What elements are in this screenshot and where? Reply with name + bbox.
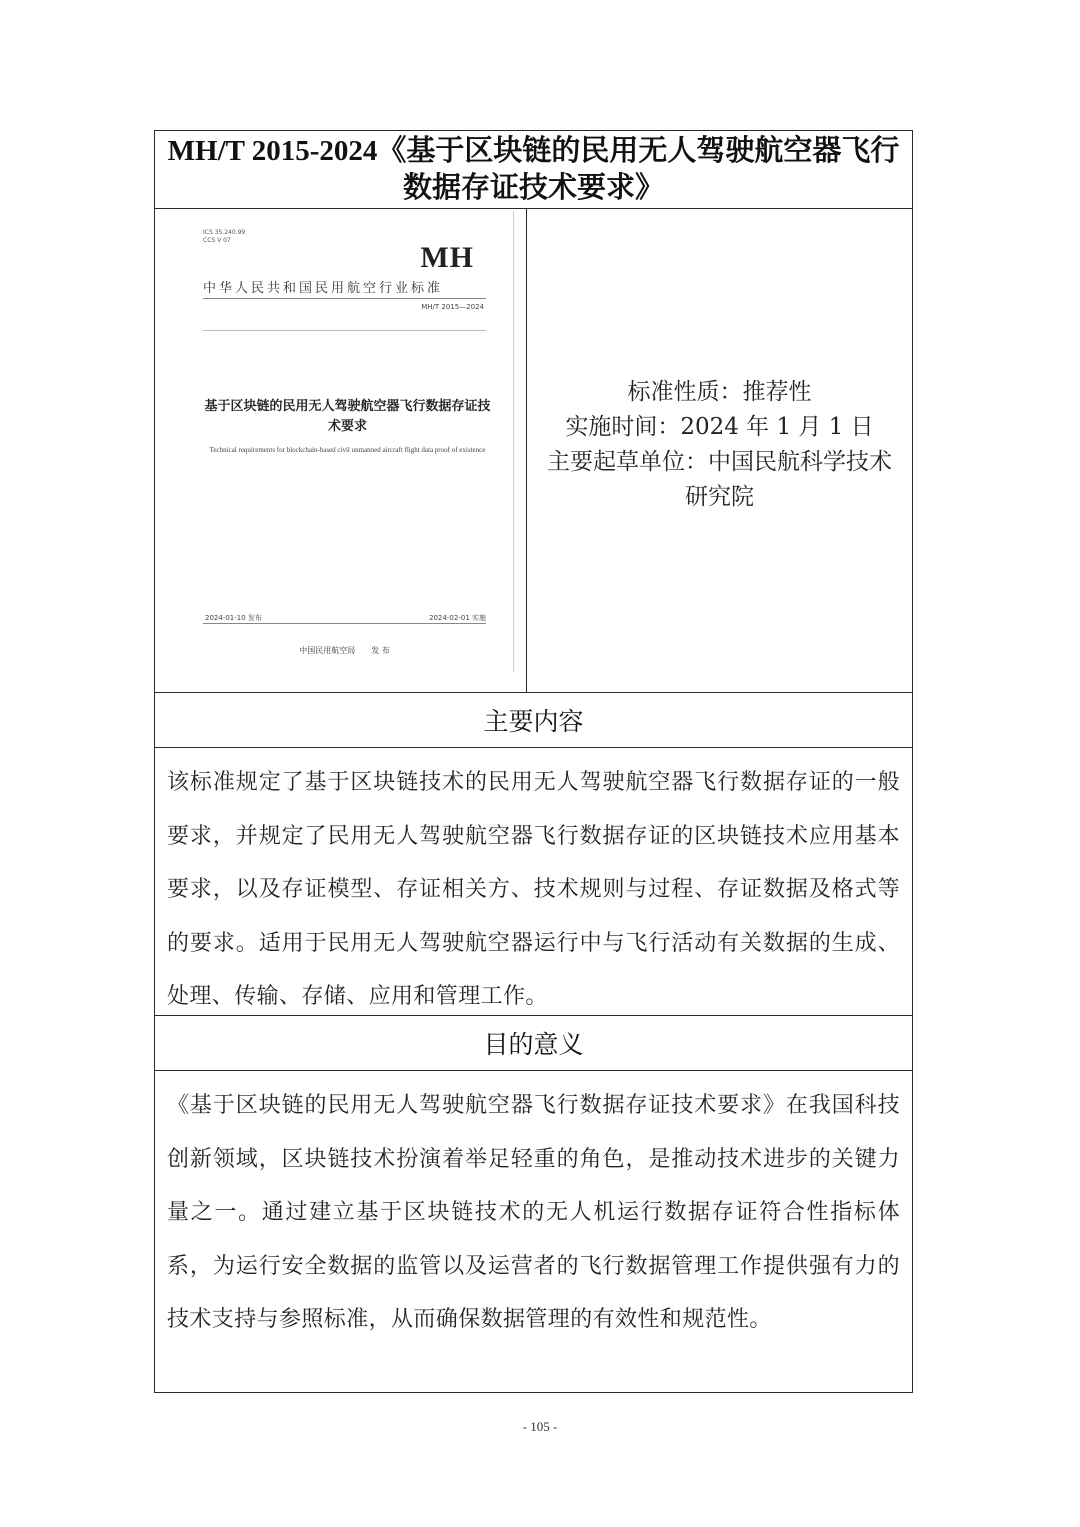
cover-edge-line bbox=[513, 211, 514, 672]
document-title: MH/T 2015-2024《基于区块链的民用无人驾驶航空器飞行数据存证技术要求》 bbox=[167, 134, 900, 204]
main-content-text: 该标准规定了基于区块链技术的民用无人驾驶航空器飞行数据存证的一般要求，并规定了民用无人驾驶航空器飞行数据存证的区块链技术应用基本要求，以及存证模型、存证相关方、技术规则与过程、存证数据及格式等的要求。适用于民用无人驾驶航空器运行中与飞行活动有关数据的生成、处理、传输、存储、应用和管理工作。 bbox=[167, 770, 900, 1009]
cover-industry-standard: 中华人民共和国民用航空行业标准 bbox=[203, 281, 444, 296]
drafting-unit: 主要起草单位：中国民航科学技术研究院 bbox=[547, 448, 892, 510]
title-row bbox=[155, 131, 912, 209]
purpose-text: 《基于区块链的民用无人驾驶航空器飞行数据存证技术要求》在我国科技创新领域，区块链技术扮演着举足轻重的角色，是推动技术进步的关键力量之一。通过建立基于区块链技术的无人机运行数据存证符合性指标体系，为运行安全数据的监管以及运营者的飞行数据管理工作提供强有力的技术支持与参照标准，从而确保数据管理的有效性和规范性。 bbox=[167, 1093, 900, 1332]
cover-thumbnail bbox=[155, 209, 527, 692]
section-body-main-content bbox=[155, 748, 912, 1016]
cover-standard-number: MH/T 2015—2024 bbox=[421, 303, 484, 311]
standard-nature: 标准性质：推荐性 bbox=[627, 378, 812, 405]
cover-implement-date: 2024-02-01 实施 bbox=[429, 614, 486, 622]
cover-page-image bbox=[155, 209, 526, 692]
cover-ccs: CCS V 07 bbox=[203, 237, 231, 244]
cover-title-cn: 基于区块链的民用无人驾驶航空器飞行数据存证技术要求 bbox=[204, 399, 491, 434]
cover-divider bbox=[203, 330, 486, 331]
cover-row bbox=[155, 209, 912, 693]
cover-ics: ICS 35.240.99 bbox=[203, 229, 246, 236]
implementation-date: 实施时间：2024 年 1 月 1 日 bbox=[565, 413, 874, 440]
standard-table bbox=[154, 130, 913, 1393]
page-number: - 105 - bbox=[522, 1419, 558, 1434]
section-heading-purpose: 目的意义 bbox=[155, 1016, 912, 1071]
mh-logo: MH bbox=[420, 241, 474, 274]
section-heading-main-content: 主要内容 bbox=[155, 693, 912, 748]
standard-info bbox=[527, 209, 912, 692]
cover-divider bbox=[203, 298, 486, 299]
section-body-purpose bbox=[155, 1071, 912, 1392]
cover-divider bbox=[203, 623, 486, 624]
cover-publish-date: 2024-01-10 发布 bbox=[205, 614, 262, 622]
cover-issuer: 中国民用航空局 发 布 bbox=[299, 646, 390, 655]
cover-title-en: Technical requirements for blockchain-based civil unmanned aircraft flight data proof of existence bbox=[209, 446, 486, 454]
